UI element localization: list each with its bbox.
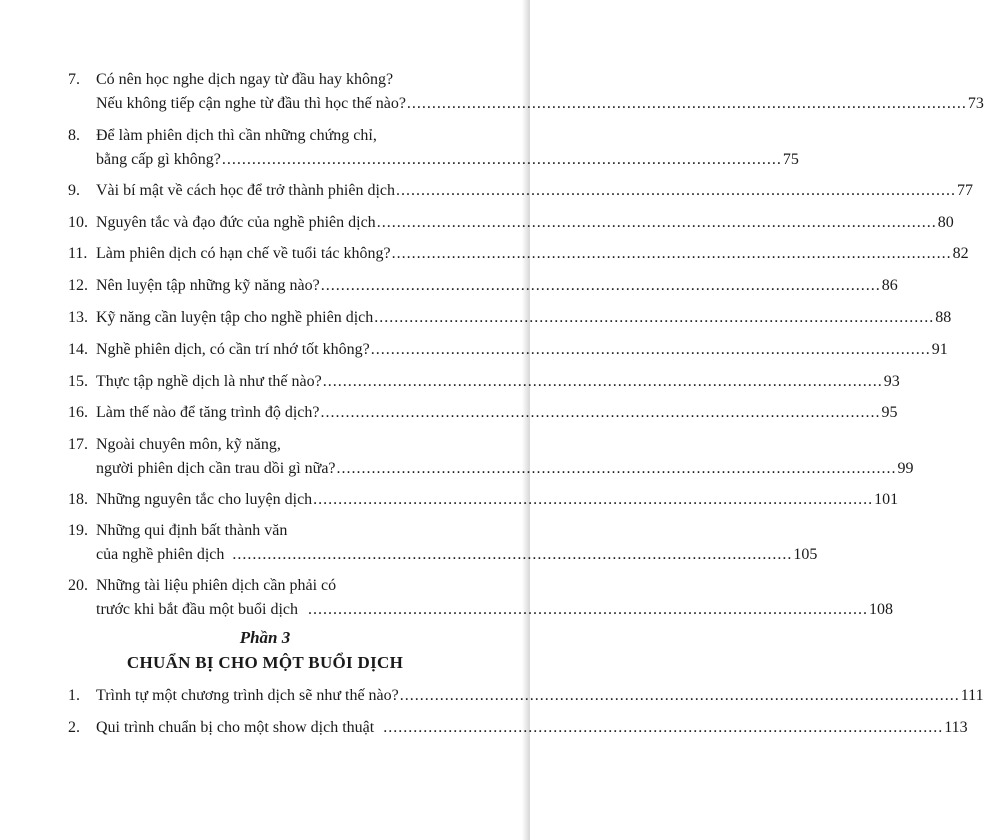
toc-entry-page: 105 [793,546,818,563]
toc-entry-title: Thực tập nghề dịch là như thế nào? [96,373,322,390]
toc-entry-page: 80 [937,214,954,231]
toc-entry-title-line [96,148,799,172]
toc-entry[interactable] [68,370,900,394]
toc-entry[interactable] [68,519,818,567]
toc-entry-title-line [96,543,818,567]
toc-entry-title-line [96,370,900,394]
toc-entry-title: Trình tự một chương trình dịch sẽ như thế nào? [96,687,399,704]
part-label: Phần 3 [239,628,291,647]
toc-entry-title-line [96,274,898,298]
toc-entry-page: 88 [935,309,952,326]
toc-entry-title: Những qui định bất thành văn [96,522,288,539]
toc-entry-title-line [96,574,480,598]
toc-entry[interactable] [68,68,984,116]
toc-entry-title-line [96,68,480,92]
part-title: CHUẨN BỊ CHO MỘT BUỔI DỊCH [126,653,404,672]
toc-entry[interactable] [68,684,984,708]
toc-entry-title: Để làm phiên dịch thì cần những chứng chỉ, [96,127,377,144]
toc-entry[interactable] [68,242,969,266]
toc-entry-title: Nên luyện tập những kỹ năng nào? [96,277,320,294]
toc-entry-title: Làm thế nào để tăng trình độ dịch? [96,404,320,421]
dot-leader: ................................................................................................................ [313,491,874,508]
toc-entry-page: 86 [881,277,898,294]
toc-entry[interactable] [68,401,898,425]
toc-entry-title: Những nguyên tắc cho luyện dịch [96,491,313,508]
toc-entry-number: 18. [68,491,88,508]
toc-entry-title-line [96,433,480,457]
dot-leader: ................................................................................................................ [307,601,868,618]
toc-entry-title: Vài bí mật về cách học để trở thành phiên dịch [96,182,396,199]
toc-entry[interactable] [68,274,898,298]
toc-entry-page: 75 [782,151,799,168]
toc-entry-page: 111 [960,687,984,704]
toc-entry-title-line [96,306,952,330]
toc-entry[interactable] [68,124,799,172]
toc-entry-number: 16. [68,404,88,421]
dot-leader: ................................................................................................................ [336,460,897,477]
toc-entry-page: 77 [957,182,974,199]
toc-entry-number: 10. [68,214,88,231]
toc-entry-title-continued: Nếu không tiếp cận nghe từ đầu thì học thế nào? [96,95,406,112]
toc-entry-number: 2. [68,719,80,736]
dot-leader: ................................................................................................................ [370,341,931,358]
toc-entry-title: Có nên học nghe dịch ngay từ đầu hay không? [96,71,394,88]
toc-entry-number: 11. [68,245,88,262]
dot-leader: ................................................................................................................ [396,182,957,199]
toc-entry-title: Nguyên tắc và đạo đức của nghề phiên dịch [96,214,376,231]
dot-leader: ................................................................................................................ [320,404,881,421]
toc-entry-page: 99 [897,460,914,477]
toc-entry-title: Những tài liệu phiên dịch cần phải có [96,577,337,594]
toc-entry-title: Ngoài chuyên môn, kỹ năng, [96,436,281,453]
toc-entry[interactable] [68,488,899,512]
toc-entry-number: 14. [68,341,88,358]
dot-leader: ................................................................................................................ [232,546,793,563]
toc-entry-title-line [96,92,984,116]
toc-entry-title-continued: bằng cấp gì không? [96,151,221,168]
toc-entry[interactable] [68,716,968,740]
toc-entry-title-continued: của nghề phiên dịch [96,546,225,563]
toc-entry-number: 7. [68,71,80,88]
toc-entry-title-line [96,457,914,481]
toc-entry-title-line [96,716,968,740]
toc-entry-title-continued: người phiên dịch cần trau dồi gì nữa? [96,460,336,477]
dot-leader: ................................................................................................................ [374,309,935,326]
toc-entry-title-line [96,598,893,622]
toc-entry-title-line [96,179,974,203]
toc-entry-title-line [96,488,899,512]
dot-leader: ................................................................................................................ [376,214,937,231]
toc-entry[interactable] [68,433,914,481]
toc-entry[interactable] [68,179,974,203]
toc-entry-page: 93 [883,373,900,390]
toc-entry-number: 15. [68,373,88,390]
toc-entry-number: 20. [68,577,88,594]
toc-entry-number: 17. [68,436,88,453]
toc-entry-number: 12. [68,277,88,294]
toc-entry-page: 73 [967,95,984,112]
toc-entry-title: Kỹ năng cần luyện tập cho nghề phiên dịch [96,309,374,326]
dot-leader: ................................................................................................................ [320,277,881,294]
toc-entry-title-line [96,401,898,425]
toc-entry-title-line [96,338,948,362]
toc-entry-page: 95 [881,404,898,421]
toc-entry[interactable] [68,338,948,362]
toc-entry-page: 91 [931,341,948,358]
toc-entry-page: 101 [874,491,899,508]
toc-entry-page: 82 [952,245,969,262]
dot-leader: ................................................................................................................ [322,373,883,390]
toc-entry-title-line [96,519,480,543]
dot-leader: ................................................................................................................ [383,719,944,736]
toc-entry-number: 9. [68,182,80,199]
toc-entry-number: 8. [68,127,80,144]
toc-entry-title-line [96,242,969,266]
toc-entry-page: 108 [868,601,893,618]
toc-entry-number: 19. [68,522,88,539]
toc-entry-title-line [96,211,954,235]
toc-entry-number: 13. [68,309,88,326]
toc-entry-title: Qui trình chuẩn bị cho một show dịch thuật [96,719,375,736]
toc-entry-title: Nghề phiên dịch, có cần trí nhớ tốt không? [96,341,370,358]
toc-entry[interactable] [68,211,954,235]
toc-entry-title-continued: trước khi bắt đầu một buổi dịch [96,601,298,618]
toc-entry[interactable] [68,574,893,622]
toc-entry-number: 1. [68,687,80,704]
toc-entry-title: Làm phiên dịch có hạn chế về tuổi tác không? [96,245,391,262]
dot-leader: ................................................................................................................ [406,95,967,112]
toc-entry-page: 113 [944,719,968,736]
toc-entry-title-line [96,124,480,148]
dot-leader: ................................................................................................................ [399,687,960,704]
dot-leader: ................................................................................................................ [221,151,782,168]
dot-leader: ................................................................................................................ [391,245,952,262]
toc-entry-title-line [96,684,984,708]
toc-entry[interactable] [68,306,952,330]
